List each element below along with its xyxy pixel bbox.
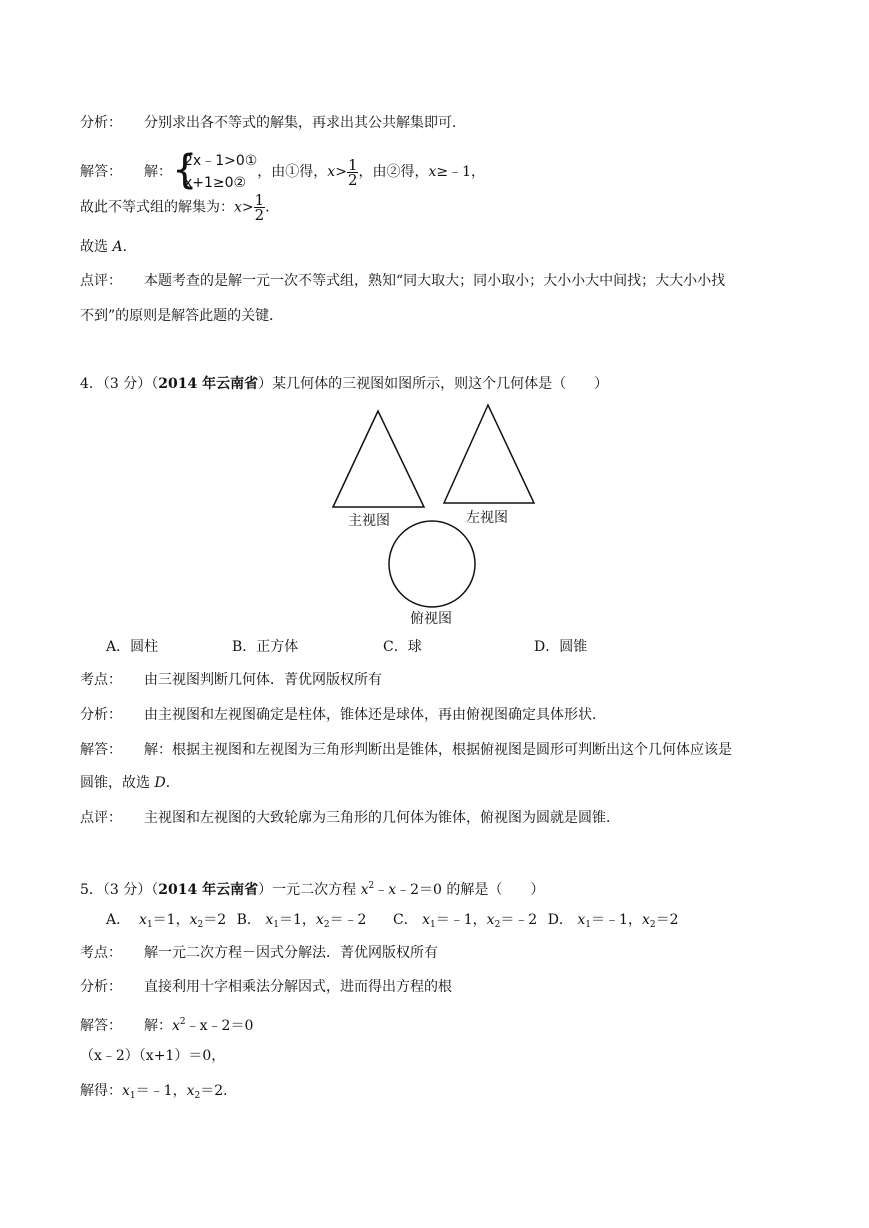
answer-label: 解答： xyxy=(80,1018,122,1034)
choice-prefix: 故选 xyxy=(80,239,113,255)
q5-stem xyxy=(80,876,544,900)
q5-answer-row: 解答： 解：$x^2﹣x﹣2=0$ xyxy=(80,1017,254,1034)
comment-label: 点评： xyxy=(80,810,122,826)
answer-end: ． xyxy=(165,775,180,791)
eq-sign: ＝ xyxy=(591,912,606,928)
x2-value: ﹣2 xyxy=(343,912,367,928)
q4-option-a: A．圆柱 xyxy=(106,639,159,655)
var-x: x xyxy=(327,164,336,180)
top-view-label: 俯视图 xyxy=(410,611,452,627)
eq-sign: ＝ xyxy=(655,912,670,928)
option-letter: D． xyxy=(547,912,573,928)
analysis-label: 分析： xyxy=(80,115,122,131)
q4-answer-row xyxy=(80,740,732,760)
x2-value: 2 xyxy=(669,912,679,928)
q5-factor-row xyxy=(80,1046,225,1066)
x1-value: 1 xyxy=(293,912,302,928)
x2-value: ﹣2 xyxy=(514,912,538,928)
exponent: 2 xyxy=(368,881,375,891)
x1-value: 1 xyxy=(166,912,176,928)
conclusion-end: ． xyxy=(265,199,280,216)
eq-sign: ＝ xyxy=(435,912,450,928)
q5-stem-c: ﹣2＝0 的解是（ ） xyxy=(396,882,545,898)
option-letter: C． xyxy=(392,912,418,928)
analysis-text: 分别求出各不等式的解集，再求出其公共解集即可． xyxy=(144,115,466,131)
step1-text: ，由①得， xyxy=(257,164,328,180)
q4-answer-row-2 xyxy=(80,773,180,793)
q4-comment-row xyxy=(80,808,620,828)
eq-sign: ＝ xyxy=(279,912,293,928)
q4-analysis-row xyxy=(80,705,606,725)
q4-kp-row xyxy=(80,670,382,690)
numerator: 1 xyxy=(347,155,358,174)
q5-analysis-row xyxy=(80,977,452,997)
denominator: 2 xyxy=(254,206,265,224)
option-letter: B． xyxy=(236,912,261,928)
answer-line-2: 圆锥，故选 xyxy=(80,775,155,791)
conclusion-prefix: 故此不等式组的解集为： xyxy=(80,199,234,216)
kp-label: 考点： xyxy=(80,672,122,688)
factor-line: （x﹣2）（x+1）＝0， xyxy=(80,1048,226,1064)
answer-equation: ﹣x﹣2＝0 xyxy=(185,1018,254,1034)
var-x: x xyxy=(388,882,397,898)
step2-text: ，由②得， xyxy=(358,164,429,180)
q5-number: 5．（3 分）（ xyxy=(80,882,159,898)
denominator: 2 xyxy=(347,170,358,189)
analysis-text: 直接利用十字相乘法分解因式，进而得出方程的根 xyxy=(144,979,452,995)
comment-line-1: 本题考查的是解一元一次不等式组，熟知“同大取大；同小取小；大小小大中间找；大大小小找 xyxy=(144,273,726,289)
left-view-triangle xyxy=(444,405,534,503)
comment-text: 主视图和左视图的大致轮廓为三角形的几何体为锥体，俯视图为圆就是圆锥． xyxy=(144,810,620,826)
result-x1: ﹣1 xyxy=(149,1083,173,1099)
inequality-1: 2x﹣1>0① xyxy=(184,153,258,169)
eq-sign: ＝ xyxy=(500,912,515,928)
step2-rest: ≥﹣1， xyxy=(436,164,486,180)
answer-label: 解答： xyxy=(80,164,122,180)
choice-letter: A xyxy=(112,239,123,255)
q5-result-row: 解得：$x_1=﹣1$，$x_2=2$． xyxy=(80,1083,238,1101)
gt-sign: > xyxy=(335,164,347,180)
kp-text: 由三视图判断几何体．菁优网版权所有 xyxy=(144,672,382,688)
eq-sign: ＝ xyxy=(203,912,218,928)
q5-stem-a: ）一元二次方程 xyxy=(258,882,361,898)
q5-option-b: B． $x_1=1$，$x_2=﹣2$ xyxy=(236,912,367,930)
numerator: 1 xyxy=(254,191,265,209)
kp-label: 考点： xyxy=(80,945,122,961)
kp-text: 解一元二次方程－因式分解法．菁优网版权所有 xyxy=(144,945,438,961)
q5-option-d: D． $x_1=﹣1$，$x_2=2$ xyxy=(547,912,679,930)
front-view-label: 主视图 xyxy=(348,513,390,529)
result-x2: 2 xyxy=(214,1083,224,1099)
gt-sign: > xyxy=(241,199,254,216)
var-x: x xyxy=(360,882,369,898)
answer-solve-prefix: 解： xyxy=(144,164,172,180)
top-view-circle xyxy=(389,521,475,607)
answer-prefix: 解： xyxy=(144,1018,172,1034)
var-x: x xyxy=(234,199,242,216)
analysis-label: 分析： xyxy=(80,707,122,723)
comment-label: 点评： xyxy=(80,273,122,289)
q4-source: 2014 年云南省 xyxy=(158,376,259,392)
option-letter: A． xyxy=(106,912,131,928)
analysis-label: 分析： xyxy=(80,979,122,995)
q4-stem-text: ）某几何体的三视图如图所示，则这个几何体是（ ） xyxy=(258,376,609,392)
brace-icon: { xyxy=(172,147,198,193)
x1-value: ﹣1 xyxy=(449,912,473,928)
answer-label: 解答： xyxy=(80,742,122,758)
answer-line-1: 解：根据主视图和左视图为三角形判断出是锥体，根据俯视图是圆形可判断出这个几何体应该是 xyxy=(144,742,732,758)
q4-option-d: D．圆锥 xyxy=(534,639,588,655)
result-end: ． xyxy=(223,1083,238,1099)
q5-stem-b: ﹣ xyxy=(374,882,389,898)
x2-value: 2 xyxy=(217,912,227,928)
answer-letter: D xyxy=(154,775,166,791)
eq-sign: ＝ xyxy=(329,912,344,928)
result-prefix: 解得： xyxy=(80,1083,122,1099)
front-view-triangle xyxy=(333,411,424,507)
x1-value: ﹣1 xyxy=(605,912,628,928)
eq-sign: ＝ xyxy=(152,912,167,928)
q5-option-a: A． $x_1=1$，$x_2=2$ xyxy=(106,912,227,930)
q5-kp-row xyxy=(80,943,438,963)
q4-option-b: B．正方体 xyxy=(232,639,299,655)
left-view-label: 左视图 xyxy=(466,510,508,526)
q4-option-c: C．球 xyxy=(383,639,422,655)
analysis-text: 由主视图和左视图确定是柱体，锥体还是球体，再由俯视图确定具体形状． xyxy=(144,707,606,723)
q4-number: 4．（3 分）（ xyxy=(80,376,159,392)
comment-line-2: 不到”的原则是解答此题的关键． xyxy=(80,308,284,324)
var-x: x xyxy=(428,164,437,180)
inequality-2: x+1≥0② xyxy=(184,175,247,191)
choice-end: ． xyxy=(122,239,137,255)
q5-source: 2014 年云南省 xyxy=(158,882,259,898)
q5-option-c: C． $x_1=﹣1$，$x_2=﹣2$ xyxy=(392,912,538,930)
q5-options-row xyxy=(106,910,679,935)
